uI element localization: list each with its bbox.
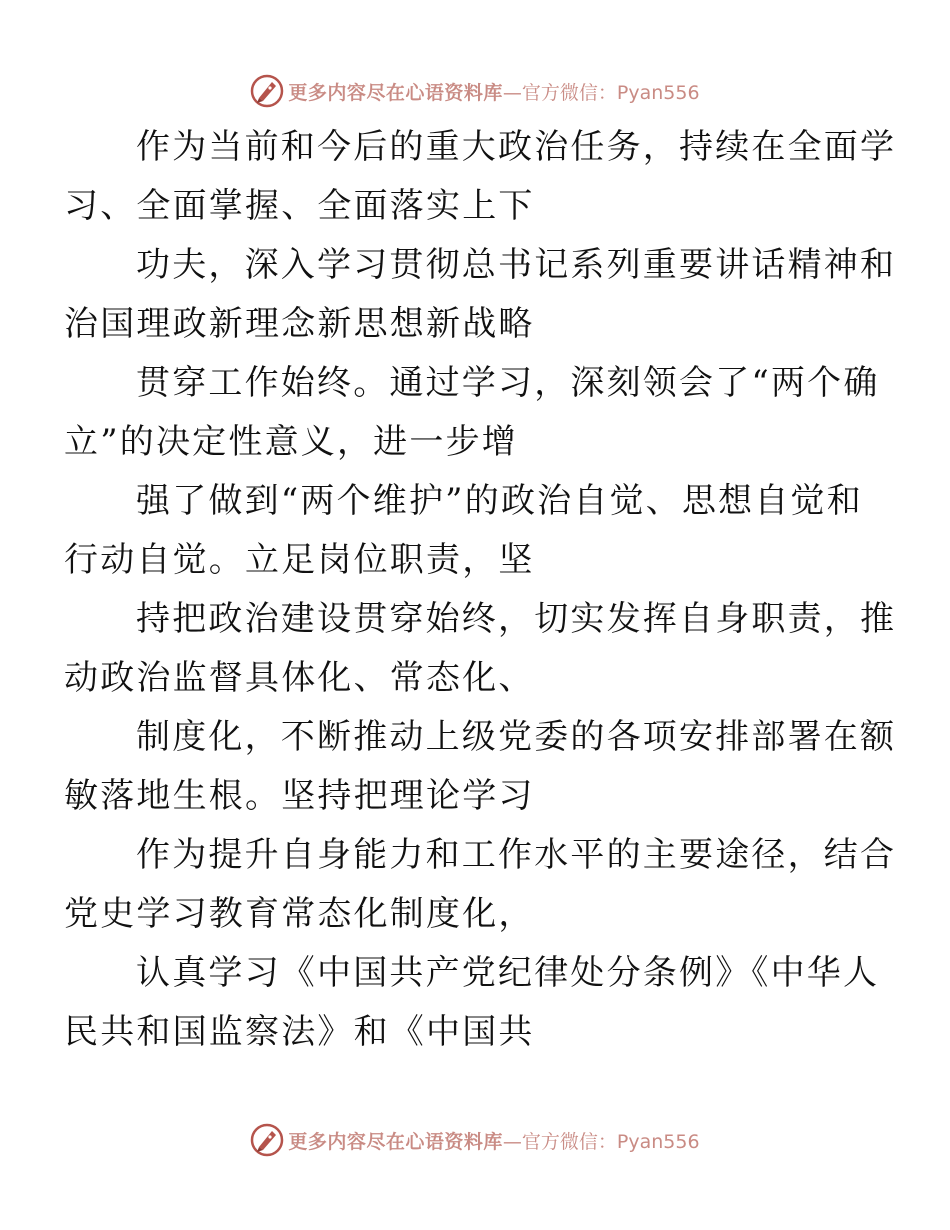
paragraph-line: 动政治监督具体化、常态化、 (64, 658, 535, 698)
footer-banner-title: 更多内容尽在心语资料库 (288, 1130, 503, 1153)
paragraph-line: 立”的决定性意义，进一步增 (64, 422, 518, 462)
paragraph-line: 持把政治建设贯穿始终，切实发挥自身职责，推 (136, 599, 897, 639)
paragraph-line: 作为提升自身能力和工作水平的主要途径，结合 (136, 835, 897, 875)
body-text (64, 118, 897, 1062)
paragraph-line: 习、全面掌握、全面落实上下 (64, 186, 535, 226)
paragraph (64, 590, 897, 708)
paragraph (64, 236, 897, 354)
paragraph-line: 治国理政新理念新思想新战略 (64, 304, 535, 344)
header-banner-contact: —官方微信：Pyan556 (502, 81, 700, 104)
pen-nib-logo-icon (250, 1123, 284, 1157)
pen-nib-logo-icon (250, 74, 284, 108)
paragraph-line: 作为当前和今后的重大政治任务，持续在全面学 (136, 127, 897, 167)
paragraph (64, 944, 880, 1062)
paragraph (64, 118, 897, 236)
header-banner-title: 更多内容尽在心语资料库 (288, 81, 503, 104)
paragraph-line: 认真学习《中国共产党纪律处分条例》《中华人 (136, 953, 880, 993)
paragraph-line: 党史学习教育常态化制度化， (64, 894, 535, 934)
paragraph (64, 472, 863, 590)
paragraph-line: 民共和国监察法》和《中国共 (64, 1012, 535, 1052)
paragraph-line: 功夫，深入学习贯彻总书记系列重要讲话精神和 (136, 245, 897, 285)
paragraph-line: 敏落地生根。坚持把理论学习 (64, 776, 535, 816)
paragraph-line: 贯穿工作始终。通过学习，深刻领会了“两个确 (136, 363, 880, 403)
footer-banner-contact: —官方微信：Pyan556 (502, 1130, 700, 1153)
paragraph (64, 708, 897, 826)
paragraph (64, 826, 897, 944)
paragraph-line: 制度化，不断推动上级党委的各项安排部署在额 (136, 717, 897, 757)
header-banner (0, 71, 950, 111)
footer-banner (0, 1120, 950, 1160)
paragraph-line: 强了做到“两个维护”的政治自觉、思想自觉和 (136, 481, 863, 521)
paragraph-line: 行动自觉。立足岗位职责，坚 (64, 540, 535, 580)
paragraph (64, 354, 880, 472)
